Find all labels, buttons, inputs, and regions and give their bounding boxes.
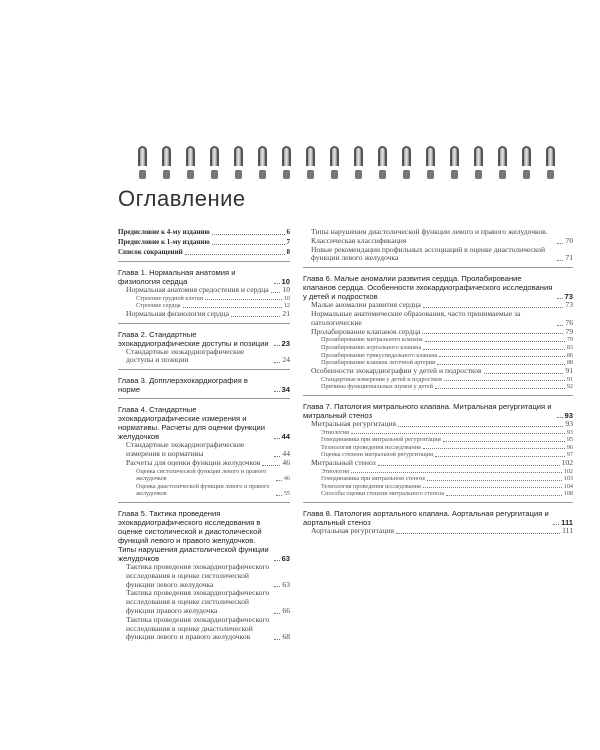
toc-entry-title: Нормальные анатомические образования, часто принимаемые за патологические (311, 308, 521, 327)
chapter-divider (303, 267, 573, 268)
toc-entry-page: 108 (563, 490, 573, 498)
dot-leader (396, 533, 560, 534)
dot-leader (274, 345, 280, 346)
dot-leader (398, 426, 563, 427)
toc-subsection-entry[interactable] (303, 468, 573, 476)
toc-chapter-entry[interactable] (118, 376, 290, 394)
binding-ring (234, 146, 243, 180)
toc-entry-title: Тактика проведения эхокардиографического исследования в оценке диастолической функции левого и правого желудочков (126, 614, 270, 642)
toc-entry-title: Гемодинамика при митральном стенозе (321, 475, 426, 483)
dot-leader (231, 316, 280, 317)
toc-entry-page: 23 (281, 338, 290, 348)
toc-subsection-entry[interactable] (303, 483, 573, 491)
dot-leader (274, 283, 280, 284)
binding-ring (522, 146, 531, 180)
toc-subsection-entry[interactable] (303, 429, 573, 437)
toc-entry-page: 10 (282, 284, 290, 294)
toc-chapter-entry[interactable] (303, 402, 573, 420)
toc-entry-title: Стандартные эхокардиографические измерения и нормативы (126, 440, 245, 458)
toc-section-entry[interactable] (118, 441, 290, 459)
toc-entry-page: 96 (566, 443, 573, 451)
toc-chapter-entry[interactable] (118, 330, 290, 348)
toc-entry-title: Пролабирование аортального клапана (321, 343, 422, 351)
binding-ring (330, 146, 339, 180)
dot-leader (274, 586, 280, 587)
dot-leader (423, 487, 562, 488)
toc-entry-page: 8 (286, 248, 290, 257)
dot-leader (262, 465, 280, 466)
dot-leader (183, 307, 282, 308)
chapter-divider (118, 323, 290, 324)
toc-subsection-entry[interactable] (303, 383, 573, 391)
toc-entry-title: Стандартные измерения у детей и подростков (321, 375, 443, 383)
toc-front-matter-entry[interactable] (118, 228, 290, 237)
toc-entry-page: 95 (566, 436, 573, 444)
dot-leader (351, 472, 562, 473)
toc-entry-page: 10 (281, 276, 290, 286)
toc-entry-title: Расчеты для оценки функции желудочков (126, 457, 261, 467)
toc-entry-page: 6 (286, 228, 290, 236)
toc-right-column (303, 228, 573, 536)
toc-chapter-entry[interactable] (303, 509, 573, 527)
toc-entry-page: 97 (566, 451, 573, 459)
toc-entry-page: 79 (565, 326, 573, 336)
toc-entry-title: Строение грудной клетки (136, 294, 204, 302)
dot-leader (557, 417, 563, 418)
toc-entry-page: 88 (566, 359, 573, 367)
toc-section-entry[interactable] (118, 348, 290, 366)
toc-entry-title: Гемодинамика при митральной регургитации (321, 436, 441, 444)
dot-leader (557, 298, 563, 299)
chapter-divider (303, 395, 573, 396)
toc-entry-page: 63 (282, 579, 290, 589)
toc-chapter-entry[interactable] (303, 274, 573, 301)
toc-entry-page: 63 (281, 553, 290, 563)
chapter-divider (118, 261, 290, 262)
toc-entry-title: Аортальная регургитация (311, 526, 394, 536)
toc-section-entry[interactable] (303, 459, 573, 468)
toc-subsection-entry[interactable] (303, 376, 573, 384)
toc-subsection-entry[interactable] (118, 468, 290, 483)
toc-entry-title: Пролабирование митрального клапана (321, 336, 423, 344)
binding-ring (258, 146, 267, 180)
toc-entry-title: Этиология (321, 467, 349, 475)
toc-section-entry[interactable] (303, 310, 573, 328)
toc-section-entry[interactable] (303, 420, 573, 429)
page-title: Оглавление (118, 186, 246, 211)
toc-entry-page: 111 (562, 526, 573, 536)
binding-ring (210, 146, 219, 180)
binding-ring (186, 146, 195, 180)
toc-subsection-entry[interactable] (303, 344, 573, 352)
toc-entry-page: 79 (566, 336, 573, 344)
toc-chapter-entry[interactable] (118, 405, 290, 441)
toc-entry-page: 93 (565, 418, 573, 428)
toc-entry-page: 12 (283, 302, 290, 310)
toc-entry-page: 73 (565, 300, 573, 310)
toc-entry-title: Нормальная анатомия средостения и сердца (126, 284, 269, 294)
binding-ring (498, 146, 507, 180)
toc-entry-title: Новые рекомендации профильных ассоциаций в оценке диастолической функции левого желудочка (311, 244, 546, 263)
toc-entry-title: Пролабирование клапанов сердца (311, 326, 421, 336)
binding-ring (426, 146, 435, 180)
toc-entry-page: 102 (561, 457, 573, 467)
binding-ring (138, 146, 147, 180)
dot-leader (276, 480, 282, 481)
toc-entry-title: Оценка диастолической функции левого и правого желудочков (136, 482, 270, 498)
dot-leader (276, 495, 282, 496)
toc-entry-page: 7 (286, 238, 290, 247)
toc-entry-title: Типы нарушения диастолической функции левого и правого желудочков. Классическая классификация (311, 227, 548, 245)
binding-ring (474, 146, 483, 180)
dot-leader (274, 362, 280, 363)
toc-entry-title: Глава 4. Стандартные эхокардиографические измерения и нормативы. Расчеты для оценки функции желудочков (118, 405, 266, 442)
dot-leader (423, 448, 565, 449)
toc-entry-title: Предисловие к 1-му изданию (118, 238, 210, 247)
toc-section-entry[interactable] (303, 328, 573, 337)
toc-entry-title: Митральный стеноз (311, 457, 376, 467)
toc-entry-title: Глава 1. Нормальная анатомия и физиология сердца (118, 267, 236, 286)
toc-entry-page: 91 (566, 375, 573, 383)
toc-entry-page: 70 (565, 235, 573, 245)
toc-entry-title: Пролабирование клапана легочной артерии (321, 359, 436, 367)
dot-leader (274, 391, 280, 392)
toc-entry-title: Глава 7. Патология митрального клапана. Митральная регургитация и митральный стеноз (303, 401, 552, 420)
toc-entry-title: Строение сердца (136, 302, 181, 310)
toc-entry-page: 83 (566, 343, 573, 351)
toc-entry-page: 46 (283, 475, 290, 483)
toc-entry-title: Список сокращений (118, 248, 183, 257)
binding-ring (450, 146, 459, 180)
dot-leader (423, 349, 565, 350)
toc-entry-title: Технология проведения исследования (321, 443, 421, 451)
toc-entry-page: 68 (282, 632, 290, 642)
toc-section-entry[interactable] (118, 310, 290, 319)
dot-leader (435, 388, 565, 389)
toc-entry-page: 55 (283, 490, 290, 498)
toc-entry-page: 46 (282, 457, 290, 467)
toc-entry-page: 91 (565, 365, 573, 375)
dot-leader (274, 560, 280, 561)
toc-entry-title: Тактика проведения эхокардиографического исследования в оценке систолической функции правого желудочка (126, 588, 270, 615)
dot-leader (557, 260, 563, 261)
toc-chapter-entry[interactable] (118, 268, 290, 286)
toc-entry-page: 86 (566, 351, 573, 359)
dot-leader (274, 456, 280, 457)
dot-leader (435, 456, 564, 457)
dot-leader (212, 244, 285, 245)
dot-leader (444, 380, 565, 381)
toc-entry-page: 44 (282, 448, 290, 458)
toc-entry-title: Глава 5. Тактика проведения эхокардиографического исследования в оценке систолической и диастолической функций левого и правого желудочков. Типы нарушения диастолической функции желудочков (118, 508, 269, 563)
toc-entry-title: Пролабирование трикуспидального клапана (321, 351, 438, 359)
dot-leader (274, 639, 280, 640)
toc-entry-page: 102 (563, 467, 573, 475)
dot-leader (484, 373, 564, 374)
toc-section-entry[interactable] (118, 589, 290, 615)
toc-entry-page: 34 (281, 385, 290, 395)
binding-ring (378, 146, 387, 180)
toc-section-entry[interactable] (303, 367, 573, 376)
toc-entry-title: Глава 8. Патология аортального клапана. Аортальная регургитация и аортальный стеноз (303, 509, 549, 528)
toc-entry-page: 10 (283, 294, 290, 302)
dot-leader (274, 438, 280, 439)
toc-entry-page: 104 (563, 482, 573, 490)
toc-entry-title: Причины функциональных шумов у детей (321, 383, 433, 391)
dot-leader (271, 292, 281, 293)
toc-subsection-entry[interactable] (118, 483, 290, 498)
toc-section-entry[interactable] (303, 228, 573, 246)
binding-ring (354, 146, 363, 180)
toc-entry-title: Малые аномалии развития сердца (311, 300, 421, 310)
dot-leader (557, 243, 563, 244)
dot-leader (446, 495, 562, 496)
dot-leader (422, 333, 563, 334)
toc-left-column (118, 228, 290, 642)
toc-subsection-entry[interactable] (303, 336, 573, 344)
toc-entry-page: 76 (565, 317, 573, 327)
toc-front-matter-entry[interactable] (118, 248, 290, 257)
toc-entry-title: Митральная регургитация (311, 418, 396, 428)
toc-subsection-entry[interactable] (303, 436, 573, 444)
toc-entry-page: 73 (564, 292, 573, 302)
dot-leader (274, 613, 280, 614)
dot-leader (443, 441, 565, 442)
toc-chapter-entry[interactable] (118, 509, 290, 563)
toc-entry-title: Технология проведения исследования (321, 482, 421, 490)
toc-entry-title: Оценка систолической функции левого и правого желудочков (136, 467, 267, 483)
toc-entry-page: 71 (565, 253, 573, 263)
toc-entry-page: 21 (282, 308, 290, 318)
toc-entry-title: Глава 3. Допплерэхокардиография в норме (118, 376, 248, 395)
dot-leader (185, 254, 285, 255)
dot-leader (205, 299, 282, 300)
chapter-divider (118, 502, 290, 503)
dot-leader (553, 524, 559, 525)
toc-subsection-entry[interactable] (303, 444, 573, 452)
toc-subsection-entry[interactable] (303, 475, 573, 483)
toc-entry-page: 93 (564, 410, 573, 420)
dot-leader (425, 341, 565, 342)
toc-entry-title: Тактика проведения эхокардиографического исследования в оценке систолической функции левого желудочка (126, 561, 270, 589)
spiral-binding (138, 146, 568, 182)
binding-ring (402, 146, 411, 180)
dot-leader (212, 234, 285, 235)
toc-entry-title: Глава 6. Малые аномалии развития сердца. Пролабирование клапанов сердца. Особенности эхокардиографического исследования у детей и подростков (303, 274, 553, 302)
toc-entry-page: 66 (282, 605, 290, 615)
toc-subsection-entry[interactable] (303, 352, 573, 360)
toc-entry-page: 103 (563, 475, 573, 483)
binding-ring (282, 146, 291, 180)
toc-entry-title: Нормальная физиология сердца (126, 308, 229, 318)
toc-section-entry[interactable] (118, 459, 290, 468)
toc-subsection-entry[interactable] (303, 490, 573, 498)
toc-section-entry[interactable] (118, 616, 290, 642)
toc-section-entry[interactable] (118, 563, 290, 589)
binding-ring (306, 146, 315, 180)
toc-section-entry[interactable] (303, 527, 573, 536)
toc-section-entry[interactable] (303, 246, 573, 264)
toc-entry-title: Предисловие к 4-му изданию (118, 228, 210, 236)
chapter-divider (118, 398, 290, 399)
toc-entry-title: Особенности эхокардиографии у детей и подростков (311, 365, 482, 375)
toc-entry-page: 24 (282, 355, 290, 365)
dot-leader (351, 433, 565, 434)
toc-subsection-entry[interactable] (118, 295, 290, 303)
dot-leader (557, 325, 563, 326)
chapter-divider (303, 502, 573, 503)
dot-leader (423, 307, 564, 308)
toc-entry-page: 111 (561, 518, 573, 528)
binding-ring (546, 146, 555, 180)
chapter-divider (118, 369, 290, 370)
toc-entry-title: Способы оценки степени митрального стеноза (321, 490, 445, 498)
toc-entry-page: 93 (566, 428, 573, 436)
dot-leader (378, 465, 560, 466)
toc-entry-page: 92 (566, 383, 573, 391)
dot-leader (427, 480, 561, 481)
toc-section-entry[interactable] (118, 286, 290, 295)
dot-leader (439, 356, 565, 357)
toc-entry-title: Этиология (321, 428, 349, 436)
toc-front-matter-entry[interactable] (118, 238, 290, 247)
toc-entry-title: Глава 2. Стандартные эхокардиографические доступы и позиции (118, 329, 269, 348)
toc-entry-title: Оценка степени митральной регургитации (321, 451, 434, 459)
binding-ring (162, 146, 171, 180)
dot-leader (437, 364, 564, 365)
toc-entry-page: 44 (281, 432, 290, 442)
toc-entry-title: Стандартные эхокардиографические доступы и позиции (126, 346, 245, 365)
